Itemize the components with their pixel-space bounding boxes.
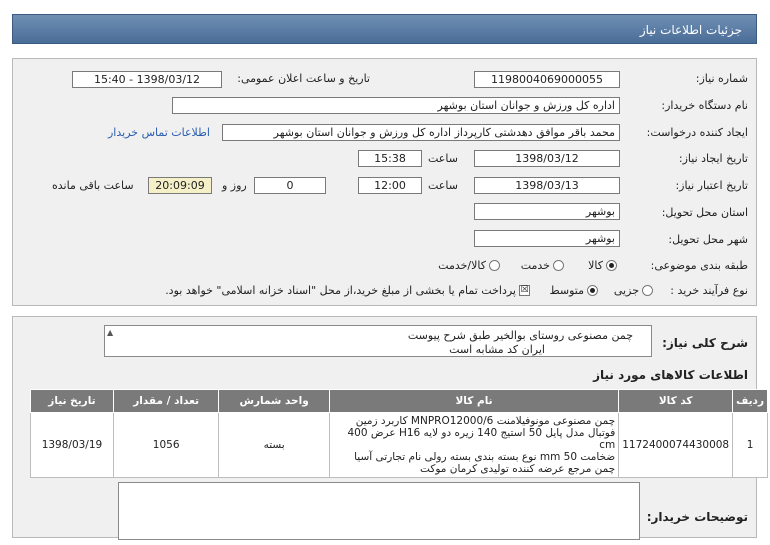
- buyer-org-label: نام دستگاه خریدار:: [661, 99, 748, 112]
- checkbox-icon: ☒: [520, 284, 529, 295]
- process-option-medium[interactable]: متوسط: [549, 283, 598, 297]
- delivery-province-label: استان محل تحویل:: [661, 206, 748, 219]
- cell-row: 1: [733, 413, 768, 478]
- announce-label: تاریخ و ساعت اعلان عمومی:: [237, 72, 370, 85]
- name-line: چمن مصنوعی مونوفیلامنت MNPRO12000/6 کاربرد زمین: [355, 415, 616, 427]
- announce-field: 1398/03/12 - 15:40: [72, 71, 222, 88]
- summary-label: شرح کلی نیاز:: [662, 336, 748, 350]
- scroll-up-icon[interactable]: ▲: [107, 328, 114, 337]
- validity-time-field: 12:00: [358, 177, 422, 194]
- validity-date-label: تاریخ اعتبار نیاز:: [675, 179, 748, 192]
- created-time-field: 15:38: [358, 150, 422, 167]
- col-date: تاریخ نیاز: [31, 390, 114, 413]
- delivery-province-field: بوشهر: [474, 203, 620, 220]
- need-number-label: شماره نیاز:: [695, 72, 748, 85]
- col-unit: واحد شمارش: [219, 390, 329, 413]
- col-code: کد کالا: [619, 390, 733, 413]
- category-label: طبقه بندی موضوعی:: [650, 259, 748, 272]
- contact-buyer-link[interactable]: اطلاعات تماس خریدار: [108, 126, 210, 139]
- process-option-minor[interactable]: جزیی: [614, 283, 653, 297]
- col-qty: تعداد / مقدار: [113, 390, 218, 413]
- category-option-goods-service[interactable]: کالا/خدمت: [438, 258, 500, 272]
- summary-line-1: چمن مصنوعی روستای بوالخیر طبق شرح پیوست: [407, 329, 633, 342]
- name-line: چمن مرجع عرضه کننده تولیدی کرمان موکت: [420, 463, 616, 475]
- delivery-city-label: شهر محل تحویل:: [668, 233, 748, 246]
- cell-unit: بسته: [219, 413, 329, 478]
- requester-field: محمد باقر موافق دهدشتی کارپرداز اداره کل ورزش و جوانان استان بوشهر: [222, 124, 620, 141]
- cell-code: 1172400074430008: [619, 413, 733, 478]
- requester-label: ایجاد کننده درخواست:: [646, 126, 748, 139]
- radio-icon: [642, 285, 653, 296]
- radio-selected-icon: [587, 285, 598, 296]
- table-row: [31, 413, 768, 478]
- days-label: روز و: [222, 179, 247, 192]
- created-date-label: تاریخ ایجاد نیاز:: [678, 152, 748, 165]
- items-section-title: اطلاعات کالاهای مورد نیاز: [593, 368, 748, 382]
- radio-icon: [553, 260, 564, 271]
- created-time-label: ساعت: [428, 152, 458, 165]
- created-date-field: 1398/03/12: [474, 150, 620, 167]
- items-table-header: [31, 390, 768, 413]
- radio-selected-icon: [606, 260, 617, 271]
- need-number-field: 1198004069000055: [474, 71, 620, 88]
- remaining-time-field: 20:09:09: [148, 177, 212, 194]
- category-option-service[interactable]: خدمت: [521, 258, 564, 272]
- cell-date: 1398/03/19: [31, 413, 114, 478]
- name-line: ضخامت 50 mm نوع بسته بندی بسته رولی نام تجارتی آسیا: [354, 451, 616, 463]
- summary-line-2: ایران کد مشابه است: [449, 343, 545, 356]
- buyer-notes-label: توضیحات خریدار:: [646, 510, 748, 524]
- validity-time-label: ساعت: [428, 179, 458, 192]
- window-title: جزئیات اطلاعات نیاز: [12, 14, 757, 44]
- validity-date-field: 1398/03/13: [474, 177, 620, 194]
- remaining-label: ساعت باقی مانده: [52, 179, 134, 192]
- process-label: نوع فرآیند خرید :: [670, 284, 748, 297]
- summary-textbox[interactable]: [104, 325, 652, 357]
- name-line: فوتبال مدل پایل 50 استیج 140 زیره دو لایه H16 عرض 400 cm: [347, 427, 616, 451]
- payment-treasury-checkbox[interactable]: ☒پرداخت تمام یا بخشی از مبلغ خرید،از محل "اسناد خزانه اسلامی" خواهد بود.: [165, 283, 529, 297]
- category-option-goods[interactable]: کالا: [588, 258, 617, 272]
- items-table: [30, 389, 768, 478]
- buyer-org-field: اداره کل ورزش و جوانان استان بوشهر: [172, 97, 620, 114]
- days-field: 0: [254, 177, 326, 194]
- delivery-city-field: بوشهر: [474, 230, 620, 247]
- col-name: نام کالا: [329, 390, 618, 413]
- cell-qty: 1056: [113, 413, 218, 478]
- col-row: ردیف: [733, 390, 768, 413]
- buyer-notes-textbox[interactable]: [118, 482, 640, 540]
- cell-name: [329, 413, 618, 478]
- radio-icon: [489, 260, 500, 271]
